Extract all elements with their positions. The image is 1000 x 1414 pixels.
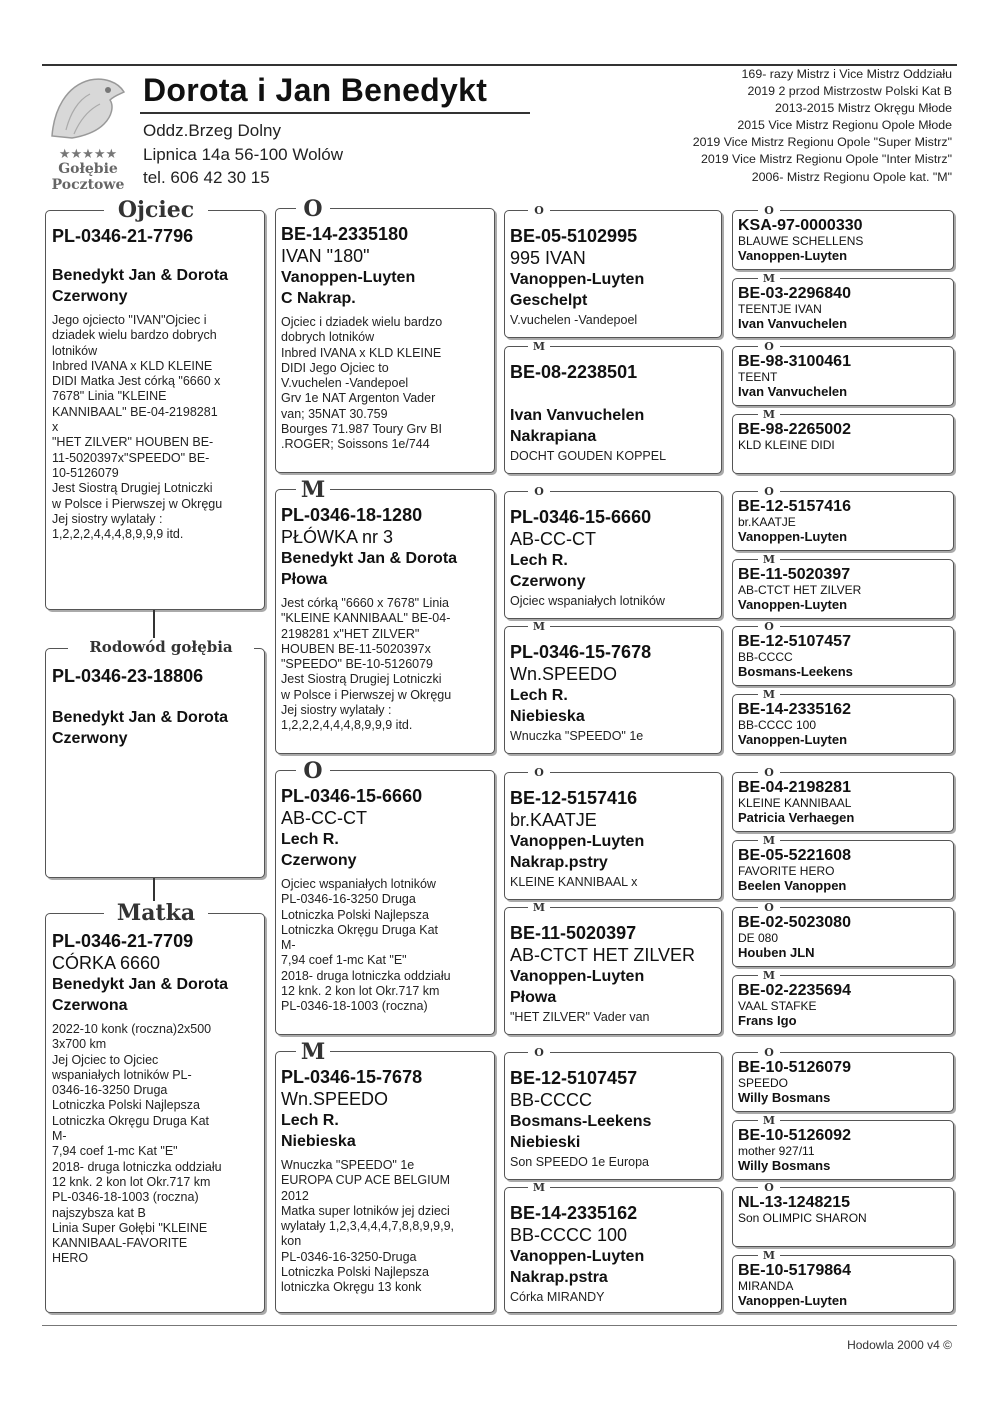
ancestor-owner: Houben JLN <box>738 945 815 960</box>
grandparent-owner: Lech R. <box>281 831 339 848</box>
breeder-name: Dorota i Jan Benedykt <box>143 72 488 108</box>
dam-label: M <box>758 835 780 846</box>
ggp-name: AB-CC-CT <box>510 529 596 549</box>
ancestor-owner: Vanoppen-Luyten <box>738 529 848 544</box>
dam-label: M <box>528 341 550 352</box>
great-grandparent-card <box>504 491 722 619</box>
ancestor-owner: Ivan Vanvuchelen <box>738 316 848 331</box>
ancestor-name: AB-CTCT HET ZILVER <box>738 583 862 597</box>
ancestor-name: mother 927/11 <box>738 1144 815 1158</box>
ggp-name: 995 IVAN <box>510 248 586 268</box>
ancestor-card <box>732 772 954 832</box>
note-line: 12 knk. 2 kon lot Okr.717 km <box>52 1174 211 1189</box>
dam-label: M <box>296 478 330 502</box>
ggp-ring: BE-08-2238501 <box>510 362 638 382</box>
great-grandparent-card <box>504 346 722 474</box>
footer-rule <box>42 1325 957 1326</box>
note-line: PL-0346-18-1003 (roczna) <box>52 1190 199 1205</box>
note-line: 2018- druga lotniczka oddziału <box>52 1159 222 1174</box>
note-line: 3x700 km <box>52 1037 107 1052</box>
ancestor-card <box>732 1120 954 1180</box>
note-line: Jej siostry wylatały : <box>281 703 392 718</box>
ggp-color: Płowa <box>510 989 557 1006</box>
note-line: Lotniczka Polski Najlepsza <box>52 1098 200 1113</box>
ancestor-ring: BE-11-5020397 <box>738 566 851 583</box>
ancestor-card <box>732 840 954 900</box>
note-line: 2018- druga lotniczka oddziału <box>281 968 451 983</box>
ancestor-name: BLAUWE SCHELLENS <box>738 234 864 248</box>
father-card <box>45 210 265 610</box>
note-line: DIDI Jego Ojciec to <box>281 360 389 375</box>
note-line: lotników <box>52 343 98 358</box>
note-line: EUROPA CUP ACE BELGIUM <box>281 1173 451 1188</box>
note-line: KANNIBAAL" BE-04-2198281 <box>52 404 218 419</box>
note-line: Matka super lotników jej dzieci <box>281 1203 450 1218</box>
note-line: w Polsce i Pierwszej w Okręgu <box>52 496 223 511</box>
note-line: wspaniałych lotników PL- <box>52 1067 192 1082</box>
ggp-owner: Lech R. <box>510 687 568 704</box>
ancestor-ring: BE-12-5157416 <box>738 498 851 515</box>
note-line: lotniczka Okręgu 13 konk <box>281 1280 422 1295</box>
achievement: 169- razy Mistrz i Vice Mistrz Oddziału <box>741 67 952 81</box>
note-line: PL-0346-16-3250 Druga <box>281 892 416 907</box>
ggp-color: Nakrap.pstry <box>510 854 608 871</box>
ggp-ring: PL-0346-15-7678 <box>510 642 652 662</box>
achievement: 2006- Mistrz Regionu Opole kat. "M" <box>751 169 952 184</box>
ancestor-name: VAAL STAFKE <box>738 999 817 1013</box>
note-line: Jest Siostrą Drugiej Lotniczki <box>281 672 442 687</box>
grandparent-name: IVAN "180" <box>281 246 370 266</box>
note-line: Inbred IVANA x KLD KLEINE <box>52 358 213 373</box>
grandparent-owner: Vanoppen-Luyten <box>281 269 416 286</box>
note-line: Jego ojciecto "IVAN"Ojciec i <box>52 313 207 327</box>
ancestor-ring: BE-05-5221608 <box>738 847 851 864</box>
dam-label: M <box>296 1040 330 1064</box>
ancestor-ring: BE-02-2235694 <box>738 982 851 999</box>
ancestor-name: BB-CCCC 100 <box>738 718 817 732</box>
grandparent-notes <box>281 877 489 1015</box>
ggp-ring: BE-14-2335162 <box>510 1203 638 1223</box>
grandparent-name: Wn.SPEEDO <box>281 1089 389 1109</box>
ancestor-ring: BE-03-2296840 <box>738 285 851 302</box>
note-line: dziadek wielu bardzo dobrych <box>52 328 217 343</box>
ancestor-name: KLEINE KANNIBAAL <box>738 796 852 810</box>
ancestor-ring: KSA-97-0000330 <box>738 217 863 234</box>
grandparent-notes <box>281 1158 489 1296</box>
ancestor-card <box>732 346 954 406</box>
phone: tel. 606 42 30 15 <box>143 168 270 187</box>
note-line: M- <box>281 938 296 953</box>
dam-label: M <box>758 970 780 981</box>
note-line: Inbred IVANA x KLD KLEINE <box>281 345 442 360</box>
ancestor-name: TEENT <box>738 370 778 384</box>
note-line: V.vuchelen -Vandepoel <box>281 376 409 391</box>
note-line: 0346-16-3250 Druga <box>52 1083 168 1098</box>
father-label: Ojciec <box>104 198 208 222</box>
grandparent-card <box>275 770 495 1035</box>
ggp-name: BB-CCCC 100 <box>510 1225 628 1245</box>
achievement: 2013-2015 Mistrz Okręgu Młode <box>775 101 952 116</box>
ancestor-owner: Beelen Vanoppen <box>738 878 847 893</box>
father-ring: PL-0346-21-7796 <box>52 226 194 246</box>
ancestor-card <box>732 1052 954 1112</box>
ancestor-name: FAVORITE HERO <box>738 864 835 878</box>
dam-label: M <box>758 689 780 700</box>
grandparent-notes <box>281 315 489 453</box>
ggp-note: "HET ZILVER" Vader van <box>510 1010 650 1024</box>
note-line: Wnuczka "SPEEDO" 1e <box>281 1158 415 1172</box>
sire-label: O <box>758 621 780 632</box>
ggp-color: Czerwony <box>510 573 586 590</box>
ggp-owner: Ivan Vanvuchelen <box>510 407 645 424</box>
sire-label: O <box>528 486 550 497</box>
grandparent-card <box>275 489 495 754</box>
note-line: 7,94 coef 1-mc Kat "E" <box>52 1144 178 1159</box>
ggp-ring: PL-0346-15-6660 <box>510 507 652 527</box>
note-line: 2012 <box>281 1188 309 1203</box>
father-owner: Benedykt Jan & Dorota <box>52 267 229 284</box>
ggp-owner: Vanoppen-Luyten <box>510 271 645 288</box>
ancestor-name: TEENTJE IVAN <box>738 302 822 316</box>
grandparent-ring: PL-0346-15-6660 <box>281 786 423 806</box>
logo-stars: ★★★★★ <box>58 146 118 161</box>
dam-label: M <box>758 1115 780 1126</box>
ggp-color: Niebieska <box>510 708 585 725</box>
great-grandparent-card <box>504 1187 722 1313</box>
grandparent-name: PŁÓWKA nr 3 <box>281 527 394 547</box>
achievement: 2019 Vice Mistrz Regionu Opole "Inter Mistrz" <box>701 152 952 167</box>
sire-label: O <box>758 1182 780 1193</box>
note-line: kon <box>281 1234 302 1249</box>
ggp-ring: BE-12-5157416 <box>510 788 638 808</box>
note-line: Lotniczka Okręgu Druga Kat <box>52 1113 210 1128</box>
breeder-name-underline <box>140 112 530 114</box>
ggp-name: br.KAATJE <box>510 810 597 830</box>
ancestor-ring: BE-10-5126079 <box>738 1059 851 1076</box>
address: Lipnica 14a 56-100 Wolów <box>143 145 344 164</box>
mother-card <box>45 913 265 1313</box>
ancestor-owner: Ivan Vanvuchelen <box>738 384 848 399</box>
sire-label: O <box>758 767 780 778</box>
ancestor-owner: Patricia Verhaegen <box>738 810 855 825</box>
sire-label: O <box>758 486 780 497</box>
grandparent-name: AB-CC-CT <box>281 808 367 828</box>
logo-text-2: Pocztowe <box>51 177 125 193</box>
ggp-note: KLEINE KANNIBAAL x <box>510 875 638 889</box>
ancestor-owner: Frans Igo <box>738 1013 797 1028</box>
note-line: Jest Siostrą Drugiej Lotniczki <box>52 481 213 496</box>
note-line: w Polsce i Pierwszej w Okręgu <box>281 687 452 702</box>
ggp-color: Nakrapiana <box>510 428 597 445</box>
dam-label: M <box>758 273 780 284</box>
sire-label: O <box>758 1047 780 1058</box>
ancestor-ring: BE-14-2335162 <box>738 701 851 718</box>
mother-ring: PL-0346-21-7709 <box>52 931 194 951</box>
ancestor-card <box>732 626 954 686</box>
ggp-color: Geschelpt <box>510 292 588 309</box>
mother-notes <box>52 1022 258 1267</box>
ancestor-ring: BE-04-2198281 <box>738 779 851 796</box>
sire-label: O <box>528 1047 550 1058</box>
note-line: Ojciec wspaniałych lotników <box>281 877 436 891</box>
ancestor-card <box>732 559 954 619</box>
note-line: Linia Super Gołębi "KLEINE <box>52 1220 208 1235</box>
bird-card <box>45 648 265 878</box>
ancestor-card <box>732 1187 954 1247</box>
ancestor-card <box>732 278 954 338</box>
ancestor-owner: Vanoppen-Luyten <box>738 732 848 747</box>
grandparent-ring: PL-0346-18-1280 <box>281 505 423 525</box>
note-line: najszybsza kat B <box>52 1205 146 1220</box>
note-line: Lotniczka Polski Najlepsza <box>281 907 429 922</box>
note-line: "HET ZILVER" HOUBEN BE- <box>52 435 214 450</box>
grandparent-card <box>275 1051 495 1313</box>
note-line: Lotniczka Polski Najlepsza <box>281 1265 429 1280</box>
great-grandparent-card <box>504 907 722 1035</box>
great-grandparent-card <box>504 210 722 338</box>
note-line: Jest córką "6660 x 7678" Linia <box>281 596 450 610</box>
note-line: "SPEEDO" BE-10-5126079 <box>281 657 434 672</box>
dam-label: M <box>528 1182 550 1193</box>
ggp-note: Wnuczka "SPEEDO" 1e <box>510 729 644 743</box>
achievement: 2015 Vice Mistrz Regionu Opole Młode <box>737 118 952 133</box>
ancestor-card <box>732 210 954 270</box>
note-line: HOUBEN BE-11-5020397x <box>281 641 431 656</box>
note-line: Bourges 71.987 Toury Grv BI <box>281 422 442 437</box>
sire-label: O <box>528 767 550 778</box>
dam-label: M <box>758 1250 780 1261</box>
ancestor-owner: Willy Bosmans <box>738 1090 831 1105</box>
note-line: wylatały 1,2,3,4,4,4,7,8,8,9,9,9, <box>281 1219 455 1234</box>
grandparent-color: Czerwony <box>281 852 357 869</box>
ancestor-owner: Vanoppen-Luyten <box>738 1293 848 1308</box>
grandparent-color: Płowa <box>281 571 328 588</box>
ancestor-name: BB-CCCC <box>738 650 793 664</box>
father-notes <box>52 313 258 542</box>
ggp-note: Córka MIRANDY <box>510 1290 605 1304</box>
note-line: DIDI Matka Jest córką "6660 x <box>52 374 221 389</box>
ancestor-name: SPEEDO <box>738 1076 789 1090</box>
ancestor-card <box>732 907 954 967</box>
dam-label: M <box>528 621 550 632</box>
ggp-ring: BE-12-5107457 <box>510 1068 638 1088</box>
bird-color: Czerwony <box>52 730 128 747</box>
ancestor-ring: BE-02-5023080 <box>738 914 851 931</box>
ggp-note: Ojciec wspaniałych lotników <box>510 594 665 608</box>
pigeon-head-icon <box>44 70 132 142</box>
sire-label: O <box>296 197 330 221</box>
sire-label: O <box>528 205 550 216</box>
father-color: Czerwony <box>52 288 128 305</box>
ancestor-card <box>732 491 954 551</box>
ggp-owner: Vanoppen-Luyten <box>510 968 645 985</box>
ancestor-ring: BE-10-5179864 <box>738 1262 851 1279</box>
ancestor-name: br.KAATJE <box>738 515 796 529</box>
note-line: 1,2,2,2,4,4,4,8,9,9,9 itd. <box>52 527 184 542</box>
dam-label: M <box>758 554 780 565</box>
ancestor-ring: NL-13-1248215 <box>738 1194 851 1211</box>
ancestor-name: Son OLIMPIC SHARON <box>738 1211 867 1225</box>
ggp-name: AB-CTCT HET ZILVER <box>510 945 696 965</box>
great-grandparent-card <box>504 626 722 754</box>
ancestor-name: MIRANDA <box>738 1279 794 1293</box>
grandparent-notes <box>281 596 489 734</box>
note-line: Ojciec i dziadek wielu bardzo <box>281 315 443 329</box>
note-line: dobrych lotników <box>281 330 375 345</box>
ancestor-card <box>732 975 954 1035</box>
grandparent-card <box>275 208 495 473</box>
note-line: 7678" Linia "KLEINE <box>52 389 167 404</box>
logo <box>44 70 132 193</box>
ancestor-card <box>732 1255 954 1313</box>
note-line: .ROGER; Soissons 1e/744 <box>281 437 430 452</box>
dam-label: M <box>528 902 550 913</box>
ancestor-card <box>732 414 954 474</box>
achievement: 2019 2 przod Mistrzostw Polski Kat B <box>747 84 952 99</box>
ggp-owner: Lech R. <box>510 552 568 569</box>
sire-label: O <box>758 902 780 913</box>
sire-label: O <box>758 205 780 216</box>
ggp-name <box>510 383 716 405</box>
achievement: 2019 Vice Mistrz Regionu Opole "Super Mistrz" <box>692 135 952 150</box>
ancestor-card <box>732 694 954 754</box>
note-line: KANNIBAAL-FAVORITE <box>52 1236 188 1251</box>
note-line: Lotniczka Okręgu Druga Kat <box>281 922 439 937</box>
branch: Oddz.Brzeg Dolny <box>143 121 281 140</box>
ggp-owner: Vanoppen-Luyten <box>510 833 645 850</box>
ancestor-ring: BE-98-3100461 <box>738 353 851 370</box>
ancestor-owner: Vanoppen-Luyten <box>738 597 848 612</box>
bird-ring: PL-0346-23-18806 <box>52 666 204 686</box>
note-line: 1,2,2,2,4,4,4,8,9,9,9 itd. <box>281 718 413 733</box>
ggp-owner: Bosmans-Leekens <box>510 1113 652 1130</box>
ancestor-name: KLD KLEINE DIDI <box>738 438 835 452</box>
note-line: Jej siostry wylatały : <box>52 511 163 526</box>
mother-color: Czerwona <box>52 997 128 1014</box>
mother-owner: Benedykt Jan & Dorota <box>52 976 229 993</box>
note-line: Jej Ojciec to Ojciec <box>52 1052 159 1067</box>
note-line: 2198281 x"HET ZILVER" <box>281 626 420 641</box>
grandparent-ring: PL-0346-15-7678 <box>281 1067 423 1087</box>
ggp-name: BB-CCCC <box>510 1090 593 1110</box>
note-line: "KLEINE KANNIBAAL" BE-04- <box>281 611 451 626</box>
ancestor-name: DE 080 <box>738 931 779 945</box>
ggp-color: Niebieski <box>510 1134 581 1151</box>
logo-text-1: Gołębie <box>58 161 118 177</box>
grandparent-owner: Benedykt Jan & Dorota <box>281 550 458 567</box>
great-grandparent-card <box>504 772 722 900</box>
note-line: van; 35NAT 30.759 <box>281 406 388 421</box>
ggp-note: DOCHT GOUDEN KOPPEL <box>510 449 667 463</box>
mother-name: CÓRKA 6660 <box>52 953 161 973</box>
note-line: PL-0346-18-1003 (roczna) <box>281 999 428 1014</box>
ggp-owner: Vanoppen-Luyten <box>510 1248 645 1265</box>
ggp-note: Son SPEEDO 1e Europa <box>510 1155 649 1169</box>
grandparent-color: C Nakrap. <box>281 290 356 307</box>
sire-label: O <box>296 759 330 783</box>
ggp-color: Nakrap.pstra <box>510 1269 608 1286</box>
ancestor-ring: BE-98-2265002 <box>738 421 851 438</box>
note-line: 11-5020397x"SPEEDO" BE- <box>52 450 210 465</box>
pedigree-label: Rodowód gołębia <box>68 638 254 656</box>
note-line: HERO <box>52 1251 89 1266</box>
note-line: 12 knk. 2 kon lot Okr.717 km <box>281 984 440 999</box>
note-line: PL-0346-16-3250-Druga <box>281 1249 417 1264</box>
ancestor-owner: Willy Bosmans <box>738 1158 831 1173</box>
great-grandparent-card <box>504 1052 722 1180</box>
ancestor-ring: BE-12-5107457 <box>738 633 851 650</box>
note-line: x <box>52 420 59 435</box>
ancestor-ring: BE-10-5126092 <box>738 1127 851 1144</box>
note-line: 10-5126079 <box>52 465 119 480</box>
achievements-list <box>552 66 952 186</box>
note-line: Grv 1e NAT Argenton Vader <box>281 391 436 406</box>
note-line: M- <box>52 1129 67 1144</box>
ancestor-owner: Vanoppen-Luyten <box>738 248 848 263</box>
bird-owner: Benedykt Jan & Dorota <box>52 709 229 726</box>
grandparent-color: Niebieska <box>281 1133 356 1150</box>
ggp-ring: BE-11-5020397 <box>510 923 637 943</box>
mother-label: Matka <box>104 901 208 925</box>
note-line: 7,94 coef 1-mc Kat "E" <box>281 953 407 968</box>
ggp-note: V.vuchelen -Vandepoel <box>510 313 638 327</box>
ggp-name: Wn.SPEEDO <box>510 664 618 684</box>
note-line: 2022-10 konk (roczna)2x500 <box>52 1022 212 1036</box>
ancestor-owner: Bosmans-Leekens <box>738 664 853 679</box>
grandparent-ring: BE-14-2335180 <box>281 224 409 244</box>
dam-label: M <box>758 409 780 420</box>
grandparent-owner: Lech R. <box>281 1112 339 1129</box>
sire-label: O <box>758 341 780 352</box>
ggp-ring: BE-05-5102995 <box>510 226 638 246</box>
footer-text: Hodowla 2000 v4 © <box>847 1338 952 1352</box>
